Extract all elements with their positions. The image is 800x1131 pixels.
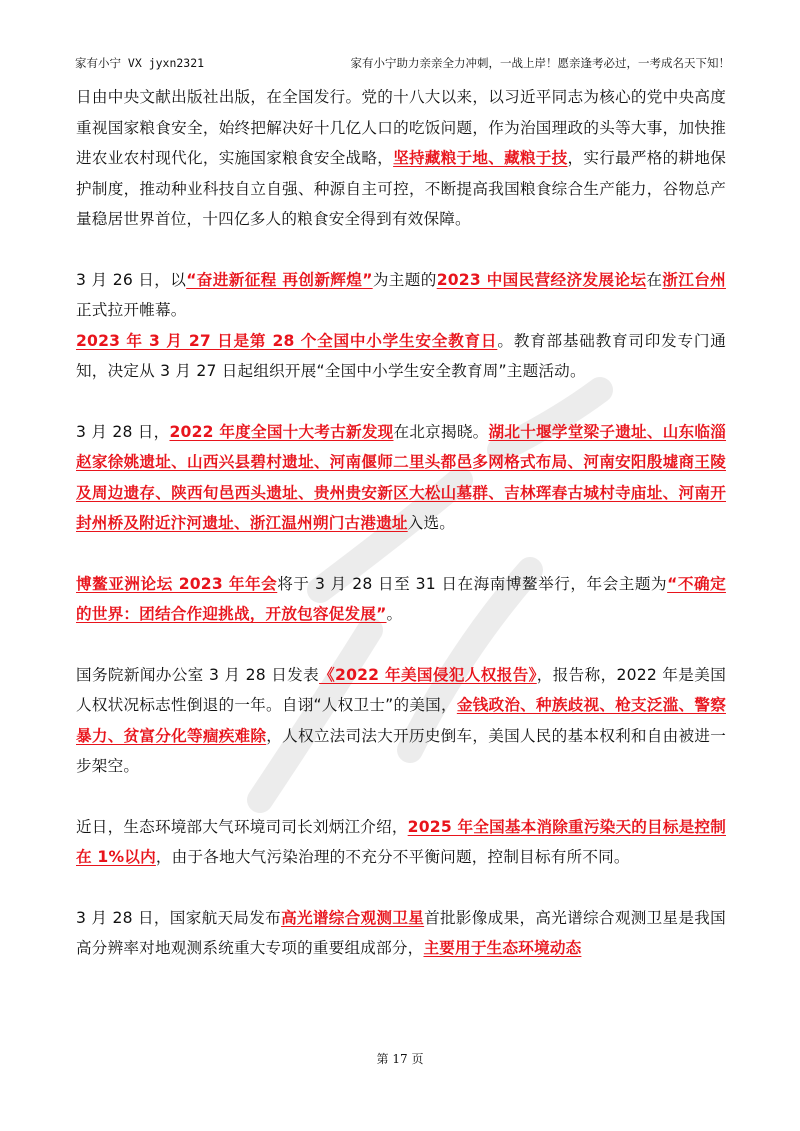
highlight: 金钱政治、种族歧视、枪支泛滥、警察暴力、贫富分化等痼疾难除 — [76, 696, 726, 745]
text: 将于 3 月 28 日至 31 日在海南博鳌举行，年会主题为 — [277, 574, 668, 593]
header-left-text: 家有小宁 VX jyxn2321 — [75, 56, 205, 70]
text: 国务院新闻办公室 3 月 28 日发表 — [76, 665, 320, 684]
highlight: “奋进新征程 再创新辉煌” — [186, 270, 373, 289]
paragraph-grain-security — [76, 82, 726, 235]
highlight: “不确定的世界：团结合作迎挑战，开放包容促发展” — [76, 574, 726, 623]
text: ，人权立法司法大开历史倒车，美国人民的基本权利和自由被进一步架空。 — [76, 726, 726, 775]
text: 。教育部基础教育司印发专门通知，决定从 3 月 27 日起组织开展“全国中小学生安全教育周”主题活动。 — [76, 331, 726, 380]
paragraph-human-rights-report — [76, 660, 726, 782]
page-number: 第 17 页 — [376, 1052, 424, 1066]
text: 入选。 — [407, 514, 456, 532]
text: ，实行最严格的耕地保护制度，推动种业科技自立自强、种源自主可控，不断提高我国粮食综合生产能力，谷物总产量稳居世界首位，十四亿多人的粮食安全得到有效保障。 — [76, 149, 726, 228]
paragraph-air-pollution — [76, 812, 726, 873]
document-body — [76, 82, 726, 964]
highlight: 2022 年度全国十大考古新发现 — [169, 422, 394, 441]
text: ，由于各地大气污染治理的不充分不平衡问题，控制目标有所不同。 — [155, 848, 630, 866]
paragraph-boao-forum — [76, 569, 726, 630]
page-header — [75, 55, 730, 73]
highlight: 博鳌亚洲论坛 2023 年年会 — [76, 574, 278, 593]
highlight: 浙江台州 — [662, 270, 726, 289]
text: 正式拉开帷幕。 — [76, 301, 187, 319]
header-right-text: 家有小宁助力亲亲全力冲刺，一战上岸！愿亲逢考必过，一考成名天下知！ — [350, 56, 730, 70]
highlight: 《2022 年美国侵犯人权报告》 — [319, 665, 537, 684]
text: 首批影像成果，高光谱综合观测卫星是我国高分辨率对地观测系统重大专项的重要组成部分， — [76, 908, 726, 957]
paragraph-archaeology-discoveries — [76, 417, 726, 539]
text: ，报告称，2022 年是美国人权状况标志性倒退的一年。自诩“人权卫士”的美国， — [76, 665, 726, 714]
text: 在北京揭晓。 — [393, 422, 489, 441]
highlight: 高光谱综合观测卫星 — [281, 908, 425, 927]
highlight: 2023 年 3 月 27 日是第 28 个全国中小学生安全教育日 — [76, 331, 498, 350]
highlight: 湖北十堰学堂梁子遗址、山东临淄赵家徐姚遗址、山西兴县碧村遗址、河南偃师二里头都邑多网格式布局、河南安阳殷墟商王陵及周边遗存、陕西旬邑西头遗址、贵州贵安新区大松山墓群、吉林珲春古城村寺庙址、河南开封州桥及附近汴河遗址、浙江温州朔门古港遗址 — [76, 422, 727, 532]
paragraph-safety-education-day — [76, 326, 726, 387]
text: 在 — [646, 270, 663, 289]
text: 。 — [386, 605, 403, 623]
highlight: 主要用于生态环境动态 — [423, 939, 582, 957]
text: 近日，生态环境部大气环境司司长刘炳江介绍， — [76, 817, 408, 836]
text: 3 月 28 日， — [76, 422, 170, 441]
highlight: 坚持藏粮于地、藏粮于技 — [393, 149, 568, 167]
text: 日由中央文献出版社出版，在全国发行。党的十八大以来，以习近平同志为核心的党中央高度重视国家粮食安全，始终把解决好十几亿人口的吃饭问题，作为治国理政的头等大事，加快推进农业农村现代化，实施国家粮食安全战略， — [76, 88, 726, 167]
highlight: 2023 中国民营经济发展论坛 — [436, 270, 647, 289]
text: 为主题的 — [372, 270, 437, 289]
text: 3 月 26 日，以 — [76, 270, 187, 289]
text: 3 月 28 日，国家航天局发布 — [76, 908, 282, 927]
paragraph-hyperspectral-satellite — [76, 903, 726, 964]
paragraph-private-economy-forum — [76, 265, 726, 326]
highlight: 2025 年全国基本消除重污染天的目标是控制在 1%以内 — [76, 817, 726, 866]
